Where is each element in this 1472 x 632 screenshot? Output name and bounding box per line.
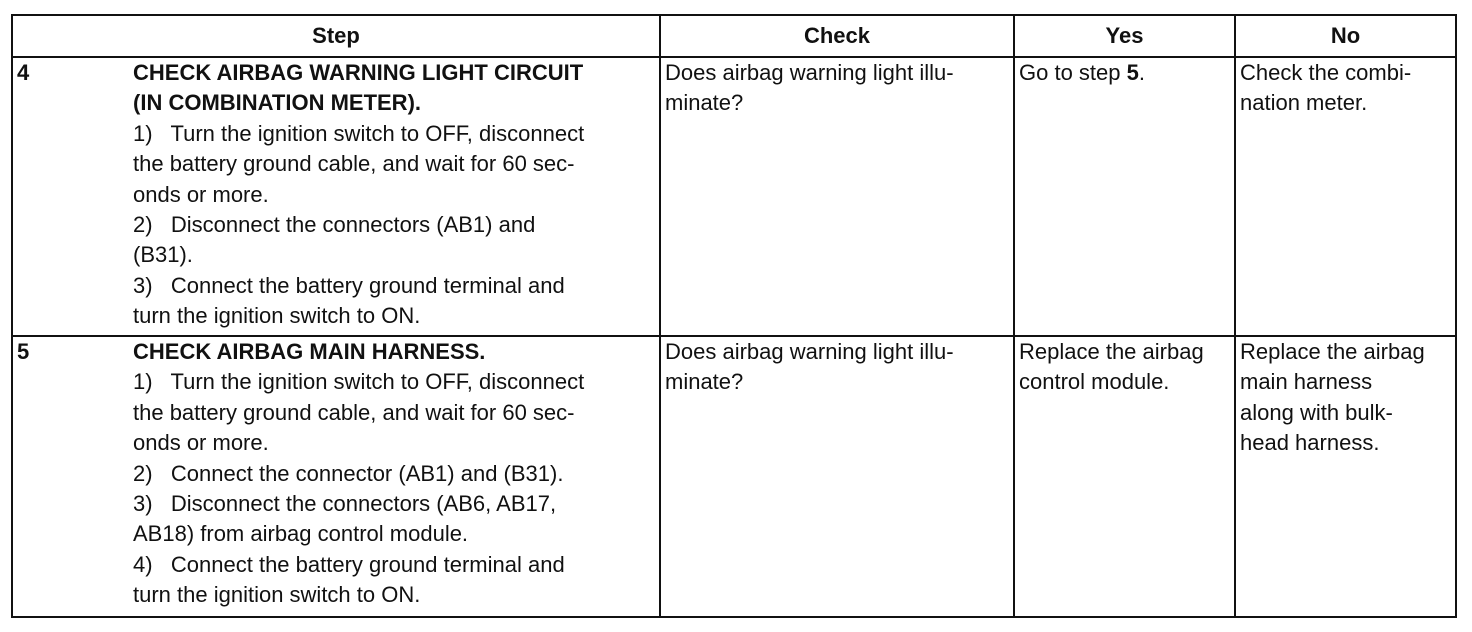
step-instruction-line: onds or more. [133,430,269,456]
step-instruction-line: 1) Turn the ignition switch to OFF, disconnect [133,369,585,395]
no-cell [1235,57,1456,336]
step-cell [12,57,660,336]
yes-cell [1014,336,1235,617]
step-content [13,337,659,611]
step-instruction-line: the battery ground cable, and wait for 60 sec- [133,399,575,425]
step-instruction-line: AB18) from airbag control module. [133,521,469,547]
step-body [133,58,659,332]
yes-cell [1014,57,1235,336]
step-instruction-line: turn the ignition switch to ON. [133,582,421,608]
step-instruction-line: 3) Connect the battery ground terminal and [133,272,565,298]
yes-text-line [1019,58,1230,88]
yes-text-line: control module. [1019,369,1170,395]
diagnostic-table [11,14,1457,618]
step-instruction-line: the battery ground cable, and wait for 60 sec- [133,151,575,177]
no-text-line: Check the combi- [1240,60,1412,85]
step-body [133,337,659,611]
check-text-line: minate? [665,369,744,395]
yes-step-reference: 5 [1126,60,1139,85]
step-cell [12,336,660,617]
table-header-row [12,15,1456,57]
step-number: 5 [17,339,30,364]
step-title-line: CHECK AIRBAG WARNING LIGHT CIRCUIT [133,60,584,85]
no-cell [1235,336,1456,617]
no-text-line: Replace the airbag [1240,339,1425,364]
no-text-line: head harness. [1240,430,1380,456]
table-row-step-4 [12,57,1456,336]
no-text-line: along with bulk- [1240,399,1393,425]
check-text-line: minate? [665,90,744,116]
step-instruction-line: 1) Turn the ignition switch to OFF, disconnect [133,120,585,146]
header-step: Step [12,15,660,57]
step-content [13,58,659,332]
header-check: Check [660,15,1014,57]
check-text-line: Does airbag warning light illu- [665,60,954,85]
check-cell [660,336,1014,617]
step-instruction-line: (B31). [133,242,193,268]
step-instruction-line: turn the ignition switch to ON. [133,303,421,329]
yes-prefix: Go to step [1019,60,1127,85]
step-title-line: (IN COMBINATION METER). [133,90,422,116]
step-instruction-line: 3) Disconnect the connectors (AB6, AB17, [133,491,557,517]
step-number: 4 [17,60,30,85]
header-yes: Yes [1014,15,1235,57]
yes-text-line: Replace the airbag [1019,339,1204,364]
step-instruction-line: 4) Connect the battery ground terminal and [133,551,565,577]
no-text-line: nation meter. [1240,90,1368,116]
yes-suffix: . [1138,60,1145,85]
check-text-line: Does airbag warning light illu- [665,339,954,364]
header-no: No [1235,15,1456,57]
step-instruction-line: 2) Disconnect the connectors (AB1) and [133,212,536,238]
step-instruction-line: 2) Connect the connector (AB1) and (B31). [133,460,564,486]
check-cell [660,57,1014,336]
no-text-line: main harness [1240,369,1373,395]
step-instruction-line: onds or more. [133,181,269,207]
step-title-line: CHECK AIRBAG MAIN HARNESS. [133,339,486,364]
table-row-step-5 [12,336,1456,617]
